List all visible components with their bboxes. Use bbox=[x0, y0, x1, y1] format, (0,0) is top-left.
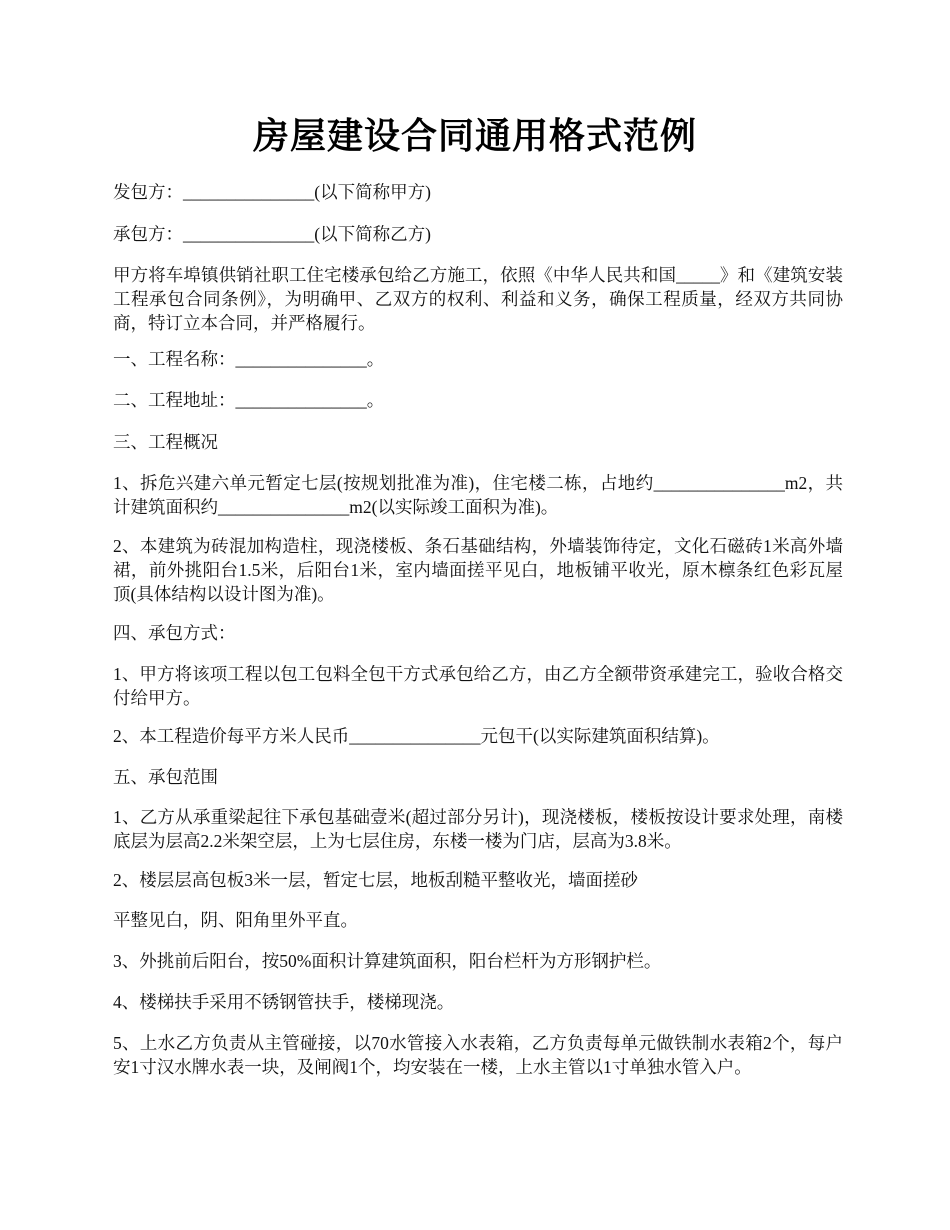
project-address-line: 二、工程地址：_______________。 bbox=[113, 390, 385, 410]
scope-item-2-continued: 平整见白，阴、阳角里外平直。 bbox=[113, 910, 358, 930]
party-b-line: 承包方：_______________(以下简称乙方) bbox=[113, 224, 431, 244]
party-a-line: 发包方：_______________(以下简称甲方) bbox=[113, 182, 431, 202]
section-heading-scope: 五、承包范围 bbox=[113, 767, 218, 787]
document-title: 房屋建设合同通用格式范例 bbox=[252, 116, 697, 156]
contract-method-item-2: 2、本工程造价每平方米人民币_______________元包干(以实际建筑面积结算)。 bbox=[113, 726, 720, 746]
scope-item-3: 3、外挑前后阳台，按50%面积计算建筑面积，阳台栏杆为方形钢护栏。 bbox=[113, 951, 662, 971]
project-name-line: 一、工程名称：_______________。 bbox=[113, 349, 385, 369]
scope-item-2: 2、楼层层高包板3米一层，暂定七层，地板刮糙平整收光，墙面搓砂 bbox=[113, 870, 638, 890]
section-heading-contract-method: 四、承包方式： bbox=[113, 623, 236, 643]
scope-item-4: 4、楼梯扶手采用不锈钢管扶手，楼梯现浇。 bbox=[113, 992, 455, 1012]
section-heading-overview: 三、工程概况 bbox=[113, 432, 218, 452]
scope-item-1: 1、乙方从承重梁起往下承包基础壹米(超过部分另计)，现浇楼板，楼板按设计要求处理，南楼底层为层高2.2米架空层，上为七层住房，东楼一楼为门店，层高为3.8米。 bbox=[113, 807, 843, 851]
overview-item-1: 1、拆危兴建六单元暂定七层(按规划批准为准)，住宅楼二栋，占地约_______________m2，共计建筑面积约_______________m2(以实际竣工面积为准)。 bbox=[113, 473, 843, 517]
intro-paragraph: 甲方将车埠镇供销社职工住宅楼承包给乙方施工，依照《中华人民共和国_____》和《建筑安装工程承包合同条例》，为明确甲、乙双方的权利、利益和义务，确保工程质量，经双方共同协商，特订立本合同，并严格履行。 bbox=[113, 265, 843, 333]
scope-item-5: 5、上水乙方负责从主管碰接，以70水管接入水表箱，乙方负责每单元做铁制水表箱2个，每户安1寸汉水牌水表一块，及闸阀1个，均安装在一楼，上水主管以1寸单独水管入户。 bbox=[113, 1033, 843, 1077]
contract-method-item-1: 1、甲方将该项工程以包工包料全包干方式承包给乙方，由乙方全额带资承建完工，验收合格交付给甲方。 bbox=[113, 664, 843, 708]
overview-item-2: 2、本建筑为砖混加构造柱，现浇楼板、条石基础结构，外墙装饰待定，文化石磁砖1米高外墙裙，前外挑阳台1.5米，后阳台1米，室内墙面搓平见白，地板铺平收光，原木檩条红色彩瓦屋顶(具体结构以设计图为准)。 bbox=[113, 536, 843, 604]
